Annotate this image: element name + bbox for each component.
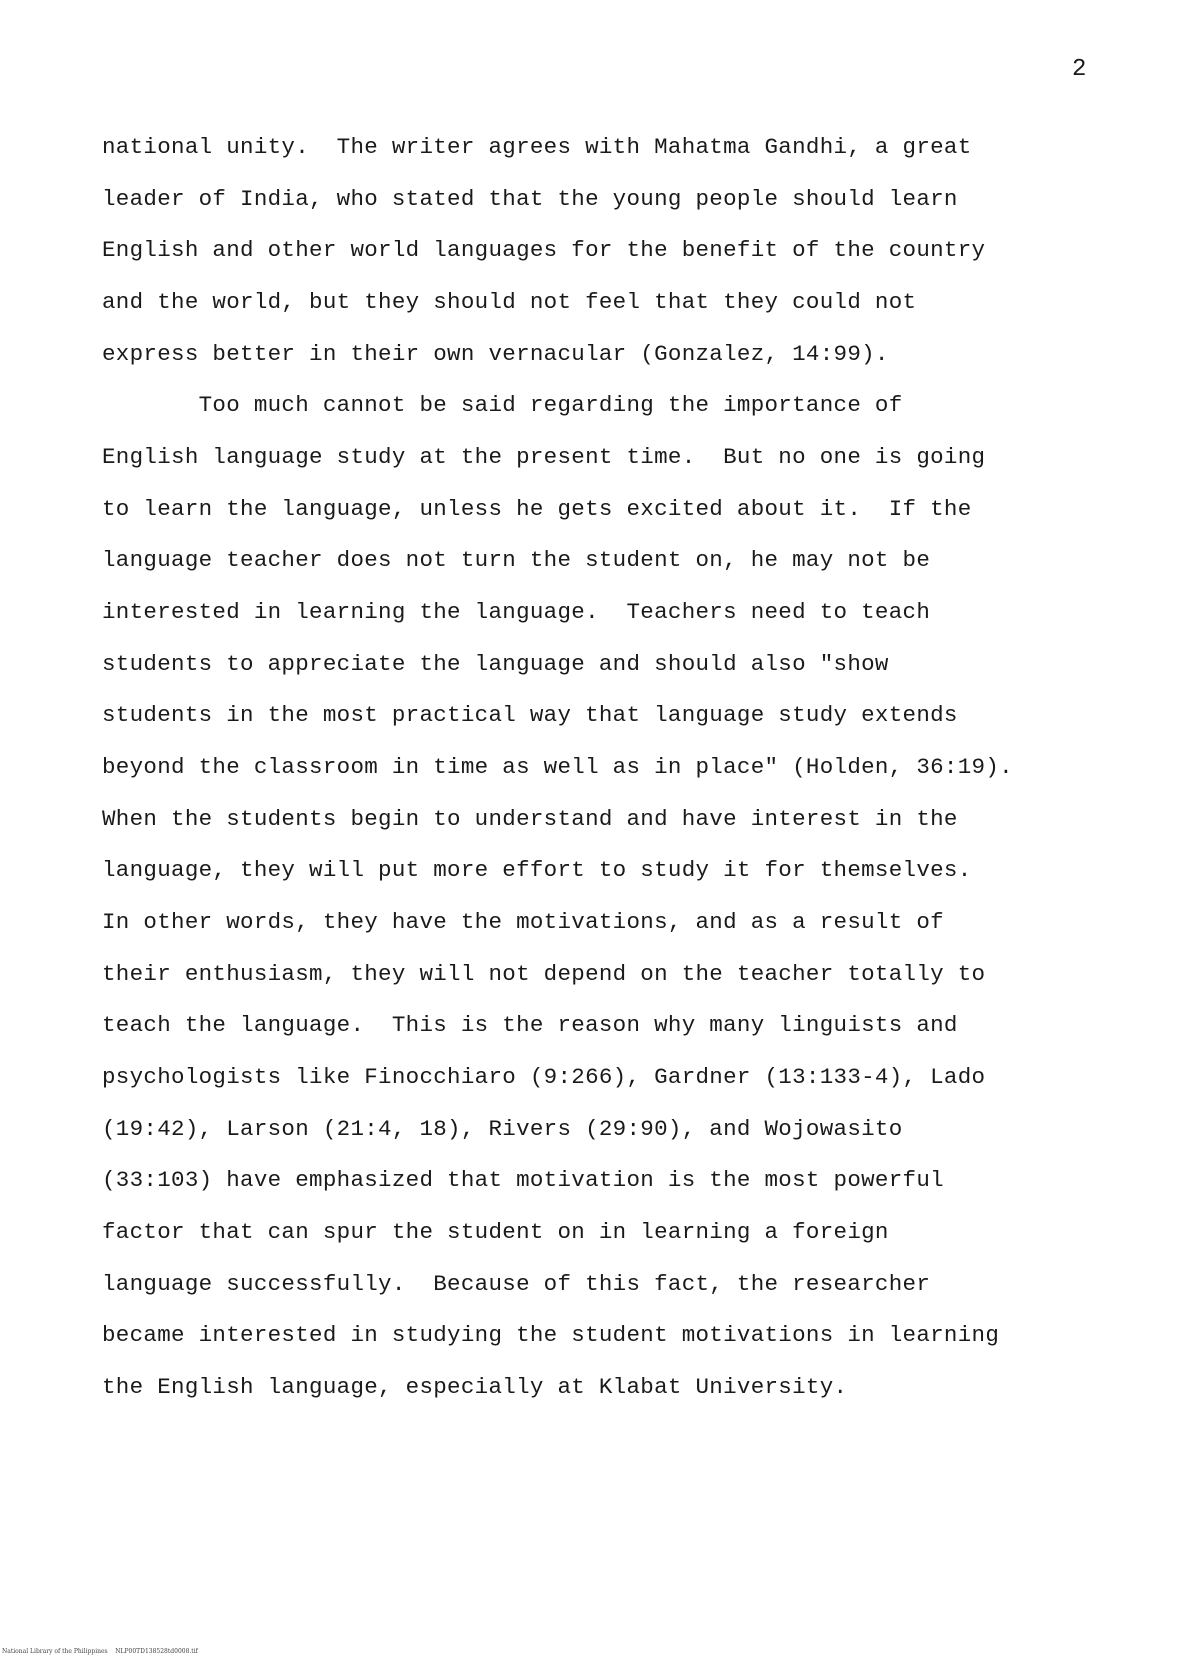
text-line: (19:42), Larson (21:4, 18), Rivers (29:90), and Wojowasito — [102, 1116, 903, 1142]
text-line: national unity. The writer agrees with Mahatma Gandhi, a great — [102, 134, 972, 160]
text-line: language successfully. Because of this fact, the researcher — [102, 1271, 931, 1297]
text-line: students in the most practical way that language study extends — [102, 702, 958, 728]
text-line: English and other world languages for the benefit of the country — [102, 237, 986, 263]
text-line: English language study at the present time. But no one is going — [102, 444, 986, 470]
text-line: When the students begin to understand and have interest in the — [102, 806, 958, 832]
text-line: students to appreciate the language and should also "show — [102, 651, 889, 677]
scan-footer: National Library of the Philippines NLP00TD138528td0008.tif — [2, 1648, 198, 1655]
text-line: teach the language. This is the reason why many linguists and — [102, 1012, 958, 1038]
text-line: In other words, they have the motivations, and as a result of — [102, 909, 944, 935]
text-line: their enthusiasm, they will not depend on the teacher totally to — [102, 961, 986, 987]
text-line: factor that can spur the student on in learning a foreign — [102, 1219, 889, 1245]
text-line: language teacher does not turn the student on, he may not be — [102, 547, 931, 573]
text-line: interested in learning the language. Teachers need to teach — [102, 599, 931, 625]
text-line: and the world, but they should not feel that they could not — [102, 289, 917, 315]
text-line: express better in their own vernacular (Gonzalez, 14:99). — [102, 341, 889, 367]
text-line: became interested in studying the student motivations in learning — [102, 1322, 1000, 1348]
text-line: Too much cannot be said regarding the importance of — [102, 392, 903, 418]
page-number: 2 — [1072, 56, 1087, 83]
text-line: to learn the language, unless he gets excited about it. If the — [102, 496, 972, 522]
text-line: leader of India, who stated that the young people should learn — [102, 186, 958, 212]
text-line: psychologists like Finocchiaro (9:266), Gardner (13:133-4), Lado — [102, 1064, 986, 1090]
text-line: beyond the classroom in time as well as in place" (Holden, 36:19). — [102, 754, 1013, 780]
text-line: (33:103) have emphasized that motivation is the most powerful — [102, 1167, 944, 1193]
text-line: the English language, especially at Klabat University. — [102, 1374, 848, 1400]
text-line: language, they will put more effort to study it for themselves. — [102, 857, 972, 883]
